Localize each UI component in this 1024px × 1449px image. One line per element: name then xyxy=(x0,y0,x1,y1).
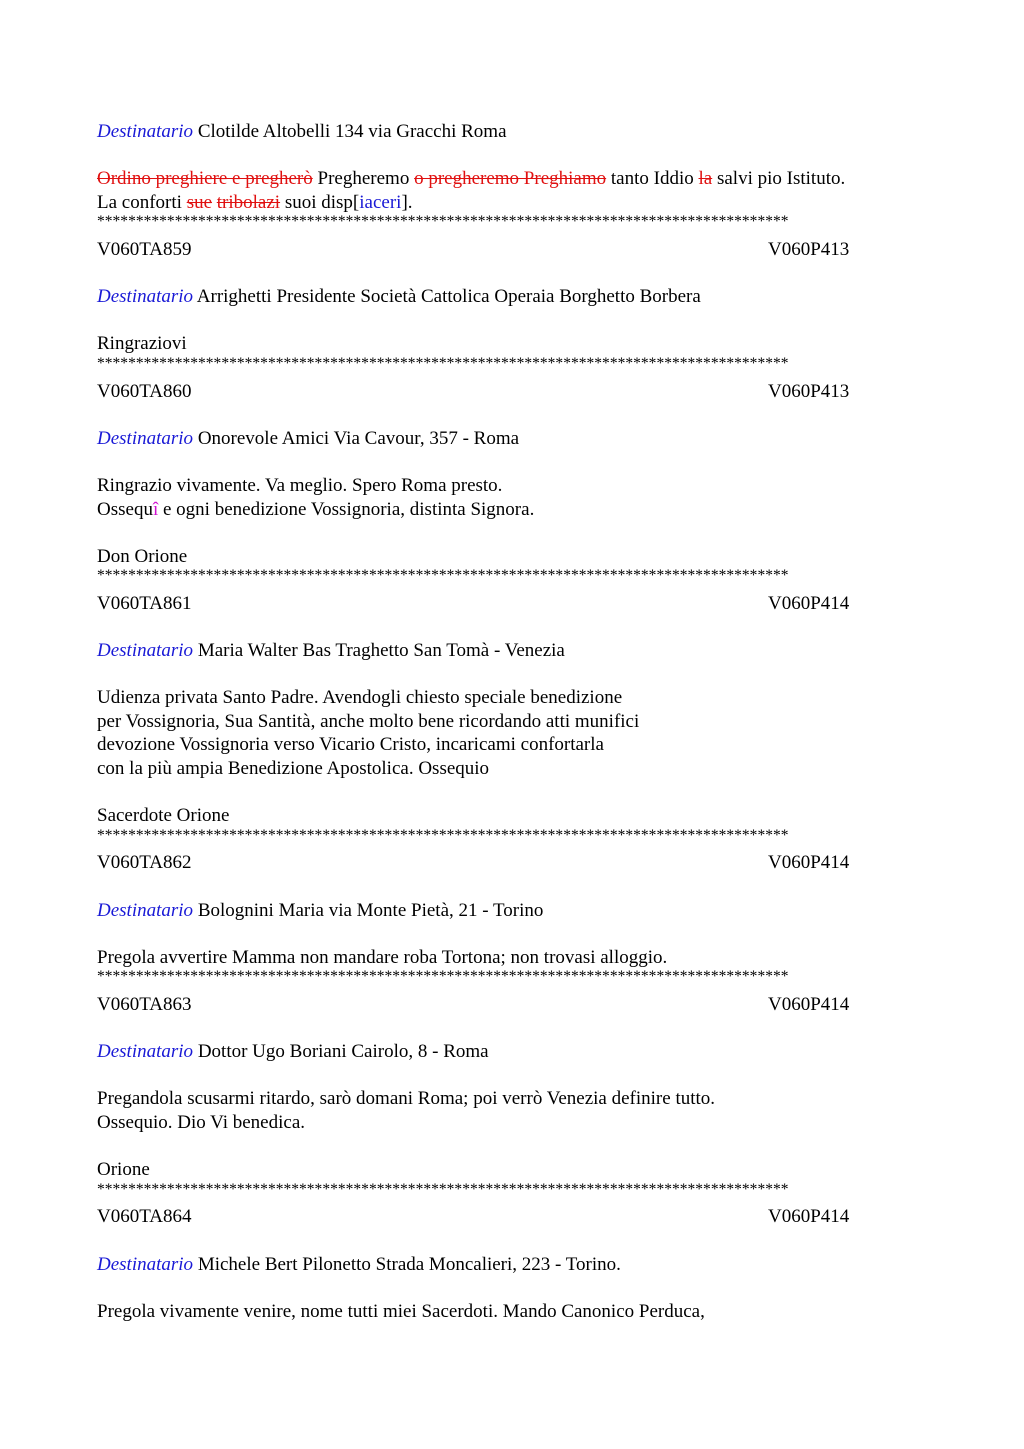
message-text: e ogni benedizione Vossignoria, distinta Signora. xyxy=(158,498,535,520)
message-line xyxy=(97,498,927,522)
message-line xyxy=(97,191,927,215)
recipient-label: Destinatario xyxy=(97,1041,194,1063)
recipient-name: Onorevole Amici Via Cavour, 357 - Roma xyxy=(197,427,520,449)
message-text: ]. xyxy=(401,191,413,213)
telegram-id: V060TA862 xyxy=(97,852,192,874)
corrected-char: î xyxy=(152,498,159,520)
message-text: Pregheremo xyxy=(312,168,415,190)
separator: ***************************************************************************************** xyxy=(97,568,789,585)
telegram-id-row xyxy=(97,851,927,875)
recipient-name: Bolognini Maria via Monte Pietà, 21 - Torino xyxy=(197,899,544,921)
message-line: Pregandola scusarmi ritardo, sarò domani Roma; poi verrò Venezia definire tutto. xyxy=(97,1088,716,1110)
recipient-label: Destinatario xyxy=(97,286,194,308)
separator: ***************************************************************************************** xyxy=(97,827,789,844)
recipient-line xyxy=(97,1253,927,1277)
telegram-id-row xyxy=(97,993,927,1017)
message-line: Ossequio. Dio Vi benedica. xyxy=(97,1111,305,1133)
message-text: suoi disp[ xyxy=(280,191,360,213)
separator: ***************************************************************************************** xyxy=(97,969,789,986)
recipient-name: Maria Walter Bas Traghetto San Tomà - Venezia xyxy=(197,640,565,662)
recipient-line xyxy=(97,899,927,923)
message-text: La conforti xyxy=(97,191,187,213)
deleted-text: tribolazi xyxy=(216,191,281,213)
recipient-line xyxy=(97,120,927,144)
message-line: Ringraziovi xyxy=(97,333,187,355)
message-line: con la più ampia Benedizione Apostolica. Ossequio xyxy=(97,758,490,780)
deleted-text: la xyxy=(698,168,713,190)
recipient-label: Destinatario xyxy=(97,121,194,142)
message-line: devozione Vossignoria verso Vicario Cristo, incaricami confortarla xyxy=(97,734,604,756)
telegram-id-row xyxy=(97,380,927,404)
recipient-line xyxy=(97,427,927,451)
telegram-id-row xyxy=(97,1205,927,1229)
message-text: Ossequ xyxy=(97,498,153,520)
page-ref: V060P414 xyxy=(768,852,850,874)
recipient-label: Destinatario xyxy=(97,427,194,449)
message-line xyxy=(97,167,927,191)
message-line: Pregola avvertire Mamma non mandare roba Tortona; non trovasi alloggio. xyxy=(97,946,668,968)
telegram-id: V060TA861 xyxy=(97,592,192,614)
message-text: salvi pio Istituto. xyxy=(712,168,846,190)
recipient-label: Destinatario xyxy=(97,899,194,921)
signature: Orione xyxy=(97,1159,150,1181)
document-page xyxy=(97,120,927,1323)
recipient-name: Michele Bert Pilonetto Strada Moncalieri, 223 - Torino. xyxy=(197,1253,621,1275)
telegram-id: V060TA860 xyxy=(97,380,192,402)
message-line: Udienza privata Santo Padre. Avendogli chiesto speciale benedizione xyxy=(97,687,623,709)
deleted-text: o pregheremo Preghiamo xyxy=(414,168,607,190)
telegram-id-row xyxy=(97,238,927,262)
page-ref: V060P413 xyxy=(768,238,850,260)
telegram-id: V060TA859 xyxy=(97,238,192,260)
message-line: Pregola vivamente venire, nome tutti miei Sacerdoti. Mando Canonico Perduca, xyxy=(97,1300,705,1322)
page-ref: V060P414 xyxy=(768,993,850,1015)
recipient-line xyxy=(97,285,927,309)
recipient-name: Clotilde Altobelli 134 via Gracchi Roma xyxy=(197,121,507,142)
deleted-text: sue xyxy=(186,191,213,213)
message-line: per Vossignoria, Sua Santità, anche molto bene ricordando atti munifici xyxy=(97,710,640,732)
message-text: tanto Iddio xyxy=(606,168,699,190)
recipient-line xyxy=(97,639,927,663)
page-ref: V060P414 xyxy=(768,592,850,614)
telegram-id: V060TA864 xyxy=(97,1206,192,1228)
page-ref: V060P413 xyxy=(768,380,850,402)
separator: ***************************************************************************************** xyxy=(97,355,789,372)
signature: Don Orione xyxy=(97,545,188,567)
recipient-name: Arrighetti Presidente Società Cattolica Operaia Borghetto Borbera xyxy=(196,286,701,308)
inserted-text: iaceri xyxy=(359,191,402,213)
signature: Sacerdote Orione xyxy=(97,805,230,827)
separator: ***************************************************************************************** xyxy=(97,214,789,231)
telegram-id: V060TA863 xyxy=(97,993,192,1015)
recipient-label: Destinatario xyxy=(97,640,194,662)
recipient-line xyxy=(97,1040,927,1064)
separator: ***************************************************************************************** xyxy=(97,1181,789,1198)
recipient-label: Destinatario xyxy=(97,1253,194,1275)
deleted-text: Ordino preghiere e pregherò xyxy=(97,168,313,190)
recipient-name: Dottor Ugo Boriani Cairolo, 8 - Roma xyxy=(197,1041,489,1063)
message-line: Ringrazio vivamente. Va meglio. Spero Roma presto. xyxy=(97,474,503,496)
telegram-id-row xyxy=(97,592,927,616)
page-ref: V060P414 xyxy=(768,1206,850,1228)
